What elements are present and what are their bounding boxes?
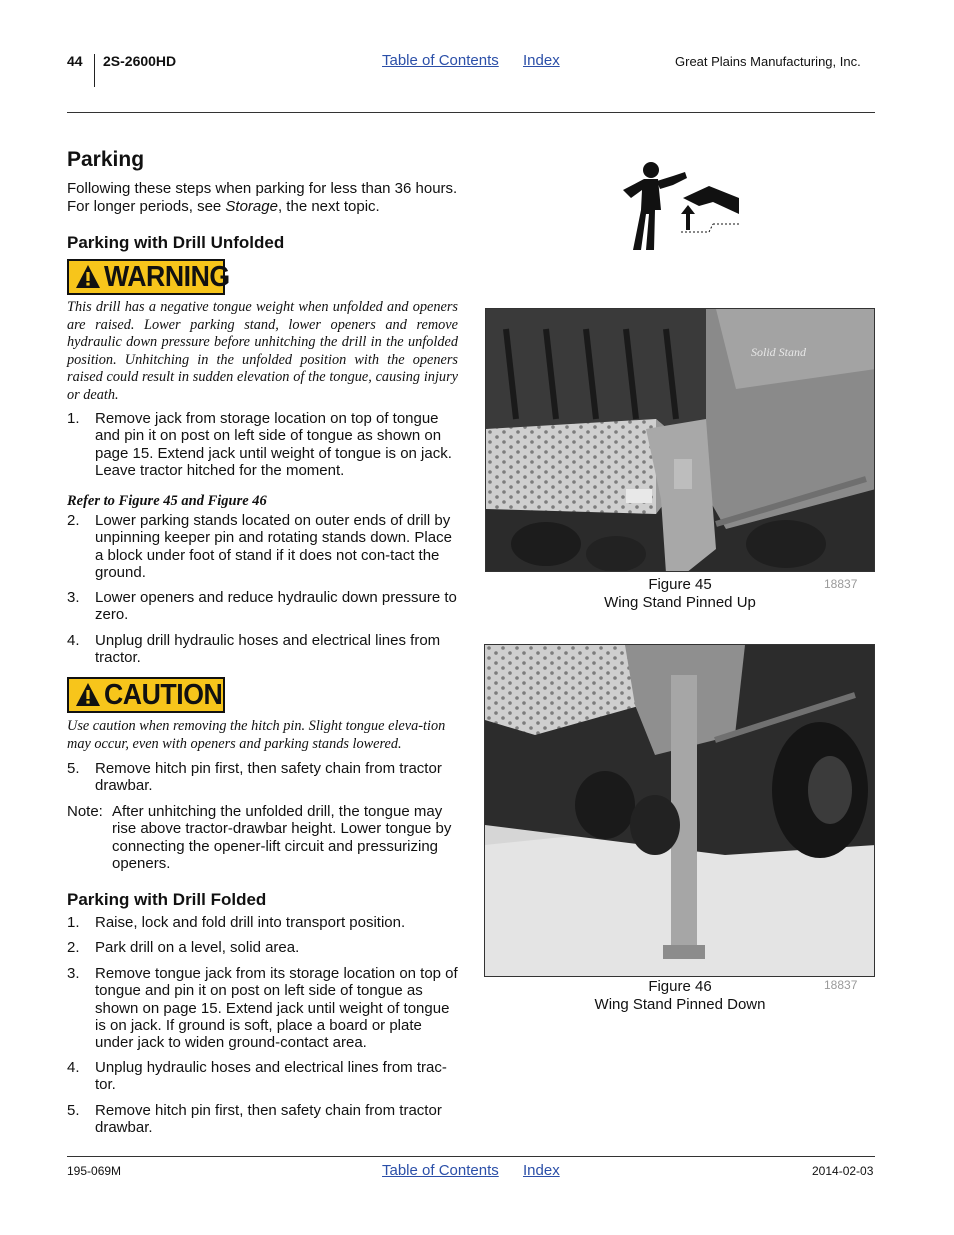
step-text: Lower openers and reduce hydraulic down pressure to zero.: [95, 589, 457, 624]
figure-45-photo-id: 18837: [824, 577, 858, 591]
step-text: Remove jack from storage location on top of tongue and pin it on post on left side of tongue as shown on page 15. Extend jack until weight of tongue is on jack. Leave tractor hitched for the moment.: [95, 410, 452, 479]
intro-paragraph: [67, 180, 462, 215]
figure-46-photo: [484, 644, 875, 977]
step-number: 5.: [67, 760, 80, 777]
step-text: Park drill on a level, solid area.: [95, 939, 300, 956]
figure-45-title: Wing Stand Pinned Up: [604, 593, 756, 611]
section-title: Parking: [67, 148, 145, 171]
page-number: 44: [67, 53, 83, 69]
company-name: Great Plains Manufacturing, Inc.: [675, 54, 861, 69]
footer-toc-link[interactable]: Table of Contents: [382, 1162, 499, 1179]
folded-heading: Parking with Drill Folded: [67, 890, 267, 909]
step-text: Unplug hydraulic hoses and electrical lines from trac-tor.: [95, 1059, 447, 1094]
model-name: 2S-2600HD: [103, 53, 177, 69]
header-divider: [94, 54, 95, 87]
caution-sign: [67, 677, 225, 713]
solid-stand-decal: Solid Stand: [751, 345, 807, 359]
caution-text: Use caution when removing the hitch pin. Slight tongue eleva-tion may occur, even with openers and parking stands lowered.: [67, 718, 446, 752]
parking-pictogram-icon: [613, 158, 741, 254]
unfolded-heading: Parking with Drill Unfolded: [67, 233, 285, 252]
header-rule: [67, 112, 875, 113]
footer-index-link[interactable]: Index: [523, 1162, 560, 1179]
step-number: 1.: [67, 410, 80, 427]
figure-45-caption: [560, 576, 800, 611]
caution-label: CAUTION: [104, 678, 223, 711]
footer-rule: [67, 1156, 875, 1157]
figure-46-label: Figure 46: [648, 978, 712, 995]
step-text: Raise, lock and fold drill into transport position.: [95, 914, 406, 931]
warning-text: This drill has a negative tongue weight when unfolded and openers are raised. Lower parking stand, lower openers and remove hydraulic down pressure before unhitching the drill in the unfolded position. Unhitching in the unfolded position with the openers raised could result in sudden elevation of the tongue, causing injury or death.: [67, 299, 458, 403]
wing-stand-up-illustration: [486, 309, 875, 572]
warning-triangle-icon: [75, 264, 101, 290]
step-number: 4.: [67, 632, 80, 649]
step-number: 3.: [67, 589, 80, 606]
warning-sign: [67, 259, 230, 295]
warning-label: WARNING: [104, 260, 230, 293]
figure-46-caption: [560, 978, 800, 1013]
figure-46-title: Wing Stand Pinned Down: [594, 995, 766, 1013]
step-number: 1.: [67, 914, 80, 931]
step-number: 4.: [67, 1059, 80, 1076]
figure-45-label: Figure 45: [648, 576, 712, 593]
step-text: Remove hitch pin first, then safety chain from tractor drawbar.: [95, 1102, 442, 1137]
wing-stand-down-illustration: [485, 645, 875, 977]
step-number: 5.: [67, 1102, 80, 1119]
step-number: 3.: [67, 965, 80, 982]
header-toc-link[interactable]: Table of Contents: [382, 52, 499, 69]
figure-46-photo-id: 18837: [824, 978, 858, 992]
figure-reference: Refer to Figure 45 and Figure 46: [67, 493, 267, 509]
intro-text: Following these steps when parking for less than 36 hours. For longer periods, see: [67, 180, 458, 215]
note-label: Note:: [67, 803, 103, 820]
publication-date: 2014-02-03: [812, 1164, 874, 1178]
step-text: Remove tongue jack from its storage location on top of tongue and pin it on post on left side of tongue as shown on page 15. Extend jack until weight of tongue is on jack. If ground is soft, place a board or plate under jack to widen ground-contact area.: [95, 965, 458, 1052]
header-index-link[interactable]: Index: [523, 52, 560, 69]
step-number: 2.: [67, 939, 80, 956]
step-text: Lower parking stands located on outer ends of drill by unpinning keeper pin and rotating stands down. Place a block under foot of stand if it does not con-tact the ground.: [95, 512, 452, 581]
step-text: Remove hitch pin first, then safety chain from tractor drawbar.: [95, 760, 442, 795]
intro-text-end: , the next topic.: [277, 197, 380, 215]
step-number: 2.: [67, 512, 80, 529]
storage-reference: Storage: [225, 197, 278, 215]
caution-triangle-icon: [75, 682, 101, 708]
document-number: 195-069M: [67, 1164, 122, 1178]
note-text: After unhitching the unfolded drill, the tongue may rise above tractor-drawbar height. Lower tongue by connecting the opener-lift circuit and pressurizing openers.: [112, 803, 452, 872]
step-text: Unplug drill hydraulic hoses and electrical lines from tractor.: [95, 632, 441, 667]
figure-45-photo: [485, 308, 875, 572]
